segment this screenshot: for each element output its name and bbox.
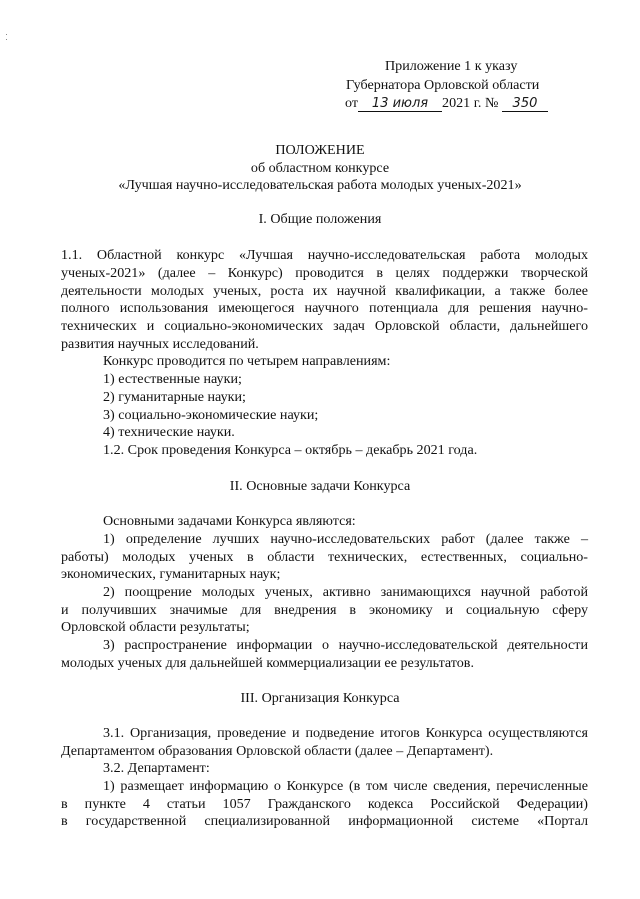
paragraph-1-2: 1.2. Срок проведения Конкурса – октябрь – декабрь 2021 года. (103, 442, 478, 458)
task-2-line: 2) поощрение молодых ученых, активно занимающихся научной работой (103, 584, 588, 600)
direction-item: 1) естественные науки; (103, 371, 242, 387)
task-1-line: 1) определение лучших научно-исследовательских работ (далее также – (103, 531, 588, 547)
paragraph-3-1-line: 3.1. Организация, проведение и подведение итогов Конкурса осуществляются (103, 725, 588, 741)
tasks-intro: Основными задачами Конкурса являются: (103, 513, 356, 529)
section-3-heading: III. Организация Конкурса (240, 690, 400, 706)
governor-line: Губернатора Орловской области (346, 77, 540, 93)
paragraph-3-2: 3.2. Департамент: (103, 760, 210, 776)
direction-item: 3) социально-экономические науки; (103, 407, 319, 423)
date-prefix: от (345, 95, 359, 111)
paragraph-1-1-line: деятельности молодых ученых, роста их научной квалификации, а также более (61, 283, 588, 299)
paragraph-1-1-line: технических и социально-экономических задач Орловской области, дальнейшего (61, 318, 588, 334)
paragraph-3-1-line: Департаментом образования Орловской области (далее – Департамент). (61, 743, 494, 759)
paragraph-1-1-line: 1.1. Областной конкурс «Лучшая научно-исследовательская работа молодых (61, 247, 588, 263)
task-3-line: 3) распространение информации о научно-исследовательской деятельности (103, 637, 588, 653)
scan-margin-marks (6, 34, 8, 44)
paragraph-1-1-line: полного использования имеющегося научного потенциала для решения научно- (61, 300, 588, 316)
task-3-line: молодых ученых для дальнейшей коммерциализации ее результатов. (61, 655, 474, 671)
document-subtitle-1: об областном конкурсе (250, 160, 390, 176)
directions-intro: Конкурс проводится по четырем направлениям: (103, 353, 391, 369)
task-1-line: работы) молодых ученых в области технических, естественных, социально- (61, 549, 588, 565)
paragraph-3-2-item-1-line: в государственной специализированной информационной системе «Портал (61, 813, 588, 829)
task-2-line: и получивших значимые для внедрения в экономику и социальную сферу (61, 602, 588, 618)
direction-item: 4) технические науки. (103, 424, 235, 440)
paragraph-3-2-item-1-line: в пункте 4 статьи 1057 Гражданского кодекса Российской Федерации) (61, 796, 588, 812)
year-number-label: 2021 г. № (442, 95, 499, 111)
appendix-line: Приложение 1 к указу (385, 58, 518, 74)
handwritten-number: 350 (502, 97, 548, 112)
task-1-line: экономических, гуманитарных наук; (61, 566, 281, 582)
direction-item: 2) гуманитарные науки; (103, 389, 246, 405)
paragraph-1-1-line: ученых-2021» (далее – Конкурс) проводится в целях поддержки творческой (61, 265, 588, 281)
section-2-heading: II. Основные задачи Конкурса (229, 478, 411, 494)
task-2-line: Орловской области результаты; (61, 619, 250, 635)
handwritten-date: 13 июля (358, 97, 442, 112)
paragraph-1-1-line: развития научных исследований. (61, 336, 259, 352)
decree-date-line (345, 95, 548, 112)
paragraph-3-2-item-1-line: 1) размещает информацию о Конкурсе (в том числе сведения, перечисленные (103, 778, 588, 794)
document-subtitle-2: «Лучшая научно-исследовательская работа молодых ученых-2021» (118, 177, 522, 193)
section-1-heading: I. Общие положения (258, 211, 382, 227)
document-title: ПОЛОЖЕНИЕ (275, 142, 365, 158)
